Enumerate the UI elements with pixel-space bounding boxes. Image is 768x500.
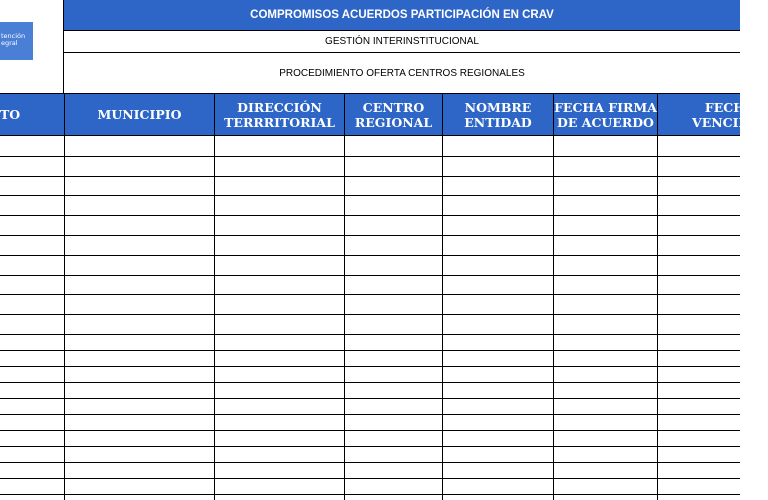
header-label: MUNICIPIO [97,107,182,122]
column-header-nombre-entidad[interactable] [443,94,554,135]
column-header-departamento[interactable] [0,94,65,135]
table-row[interactable] [0,275,740,276]
table-row[interactable] [0,478,740,479]
table-row[interactable] [0,366,740,367]
procedure-title[interactable]: PROCEDIMIENTO OFERTA CENTROS REGIONALES [64,53,740,94]
header-label: REGIONAL [354,114,433,130]
header-label: CENTRO [362,99,425,115]
table-row[interactable] [0,235,740,236]
header-label: TO [0,107,21,122]
logo [0,22,33,60]
table-row[interactable] [0,314,740,315]
table-row[interactable] [0,414,740,415]
sheet-title[interactable]: COMPROMISOS ACUERDOS PARTICIPACIÓN EN CRAV [64,0,740,31]
header-label: DE ACUERDO [557,114,654,130]
logo-cell[interactable] [0,0,64,94]
table-row[interactable] [0,446,740,447]
table-row[interactable] [0,382,740,383]
table-row[interactable] [0,294,740,295]
header-label: DIRECCIÓN [237,99,322,115]
table-row[interactable] [0,255,740,256]
column-header-centro-regional[interactable] [345,94,443,135]
table-row[interactable] [0,195,740,196]
table-row[interactable] [0,494,740,495]
header-label: TERRRITORIAL [224,114,335,130]
header-label: NOMBRE [464,99,532,115]
table-row[interactable] [0,334,740,335]
column-header-municipio[interactable] [65,94,215,135]
logo-text-line1: tención [1,32,26,40]
column-header-fecha-firma[interactable] [554,94,658,135]
header-label: FECHA FIRMA [554,99,657,115]
header-label: FECHA [704,99,755,115]
table-row[interactable] [0,430,740,431]
sheet-subtitle[interactable]: GESTIÓN INTERINSTITUCIONAL [64,31,740,53]
logo-text-line2: egral [1,39,18,47]
table-row[interactable] [0,215,740,216]
table-row[interactable] [0,350,740,351]
table-row[interactable] [0,398,740,399]
table-row[interactable] [0,156,740,157]
header-label: ENTIDAD [464,114,532,130]
header-label: VENCIMIE [692,114,768,130]
data-grid[interactable] [0,136,740,500]
table-row[interactable] [0,462,740,463]
column-header-direccion-territorial[interactable] [215,94,345,135]
table-row[interactable] [0,176,740,177]
column-header-row [0,94,768,136]
column-header-fecha-vencimiento[interactable] [658,94,768,135]
